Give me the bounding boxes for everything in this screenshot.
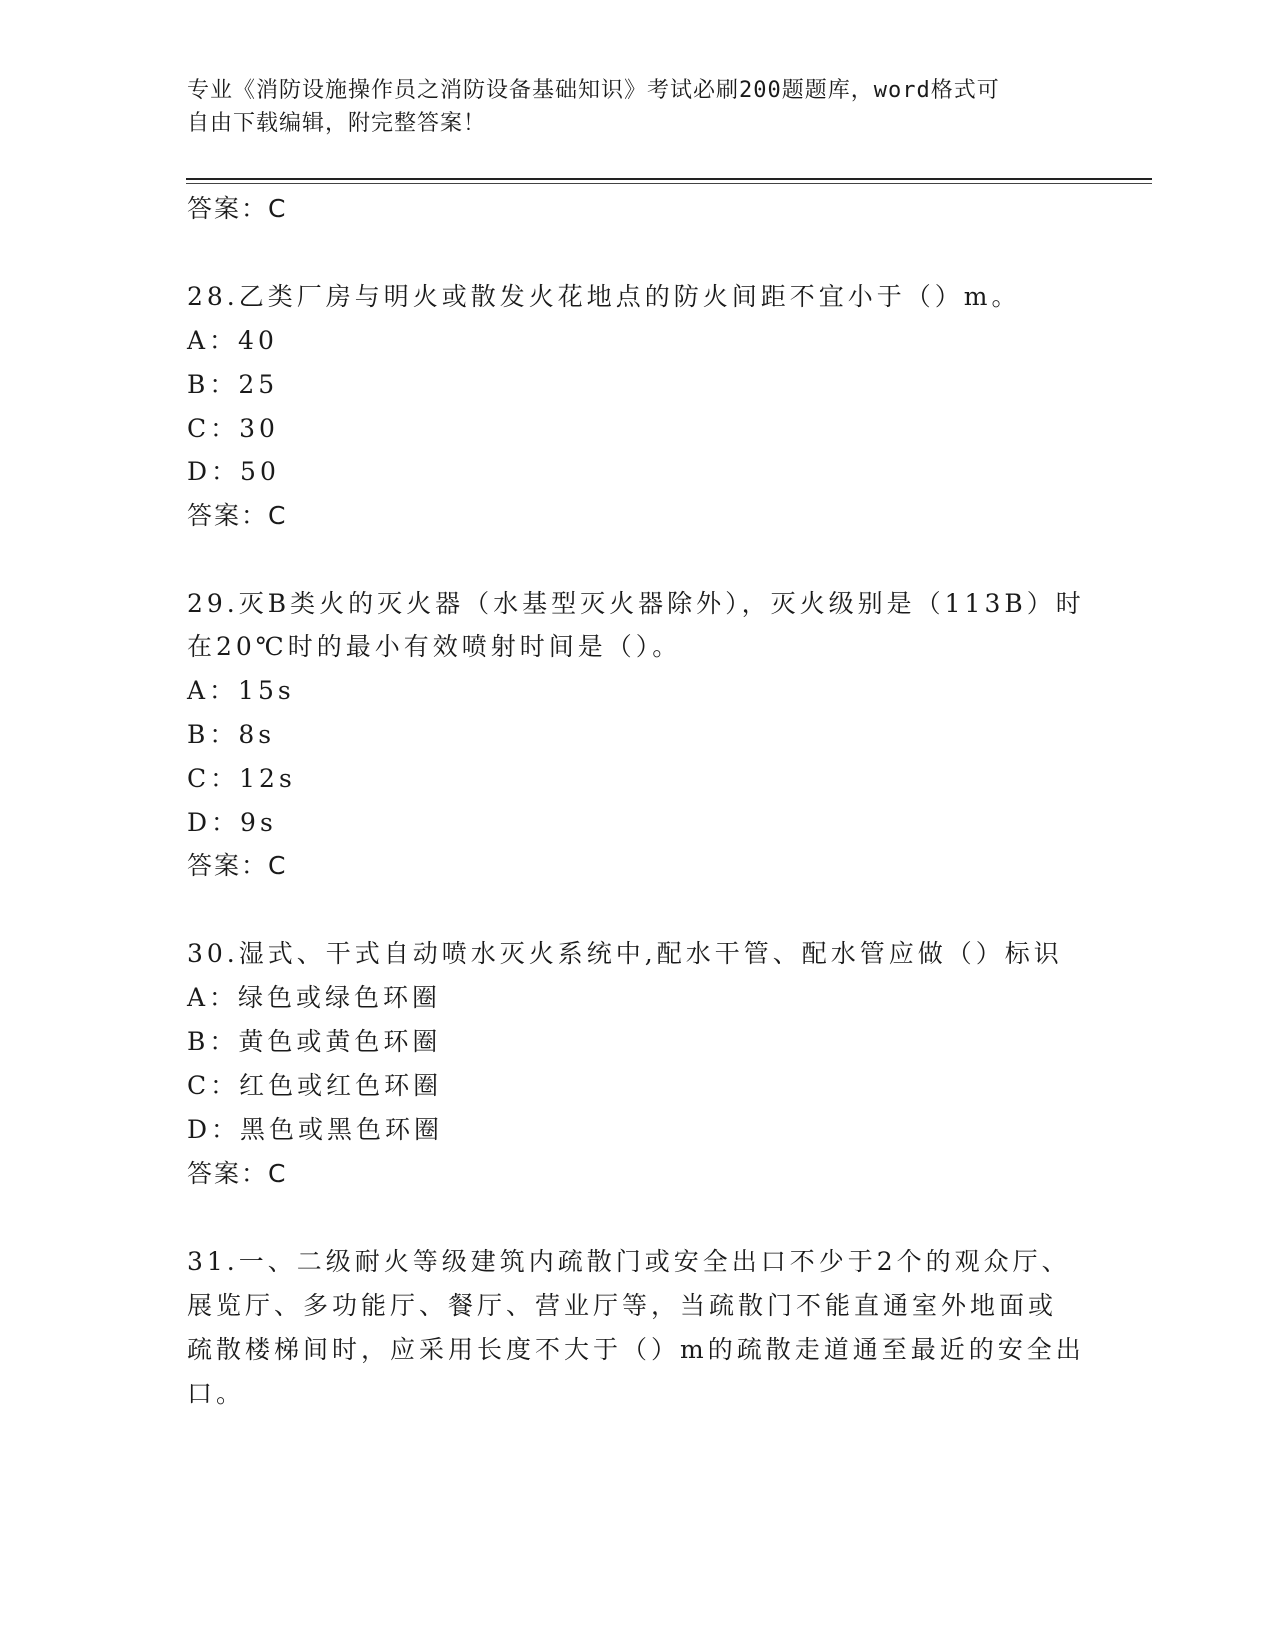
header-divider-thick bbox=[186, 178, 1152, 180]
question-30-option-b: B：黄色或黄色环圈 bbox=[187, 1027, 442, 1056]
question-30-option-c: C：红色或红色环圈 bbox=[187, 1071, 443, 1100]
question-28-option-b: B：25 bbox=[187, 370, 279, 399]
question-28-answer: 答案：C bbox=[187, 501, 288, 530]
question-29-option-d: D：9s bbox=[187, 808, 277, 837]
question-28-option-d: D：50 bbox=[187, 457, 280, 486]
header-divider-thin bbox=[186, 183, 1152, 184]
question-30-answer: 答案：C bbox=[187, 1159, 288, 1188]
question-31-text-line-3: 疏散楼梯间时，应采用长度不大于（）m的疏散走道通至最近的安全出 bbox=[187, 1335, 1085, 1364]
question-29-option-c: C：12s bbox=[187, 764, 296, 793]
question-31-text-line-2: 展览厅、多功能厅、餐厅、营业厅等，当疏散门不能直通室外地面或 bbox=[187, 1291, 1058, 1320]
answer-previous: 答案：C bbox=[187, 194, 288, 223]
header-line-1: 专业《消防设施操作员之消防设备基础知识》考试必刷200题题库，word格式可 bbox=[187, 78, 1000, 103]
question-30-option-d: D：黑色或黑色环圈 bbox=[187, 1115, 444, 1144]
question-28-option-c: C：30 bbox=[187, 414, 279, 443]
header-line-2: 自由下载编辑，附完整答案！ bbox=[187, 111, 487, 136]
document-header bbox=[187, 74, 1067, 140]
question-28-option-a: A：40 bbox=[187, 326, 278, 355]
question-31-text-line-4: 口。 bbox=[187, 1379, 246, 1408]
question-29-answer: 答案：C bbox=[187, 851, 288, 880]
question-30-text: 30.湿式、干式自动喷水灭火系统中,配水干管、配水管应做（）标识 bbox=[187, 939, 1063, 968]
question-28-text: 28.乙类厂房与明火或散发火花地点的防火间距不宜小于（）m。 bbox=[187, 282, 1021, 311]
question-31-text-line-1: 31.一、二级耐火等级建筑内疏散门或安全出口不少于2个的观众厅、 bbox=[187, 1247, 1071, 1276]
question-29-text-line-2: 在20℃时的最小有效喷射时间是（）。 bbox=[187, 632, 682, 661]
question-29-option-a: A：15s bbox=[187, 676, 295, 705]
question-30-option-a: A：绿色或绿色环圈 bbox=[187, 983, 442, 1012]
question-29-text-line-1: 29.灭B类火的灭火器（水基型灭火器除外），灭火级别是（113B）时 bbox=[187, 589, 1085, 618]
question-29-option-b: B：8s bbox=[187, 720, 276, 749]
